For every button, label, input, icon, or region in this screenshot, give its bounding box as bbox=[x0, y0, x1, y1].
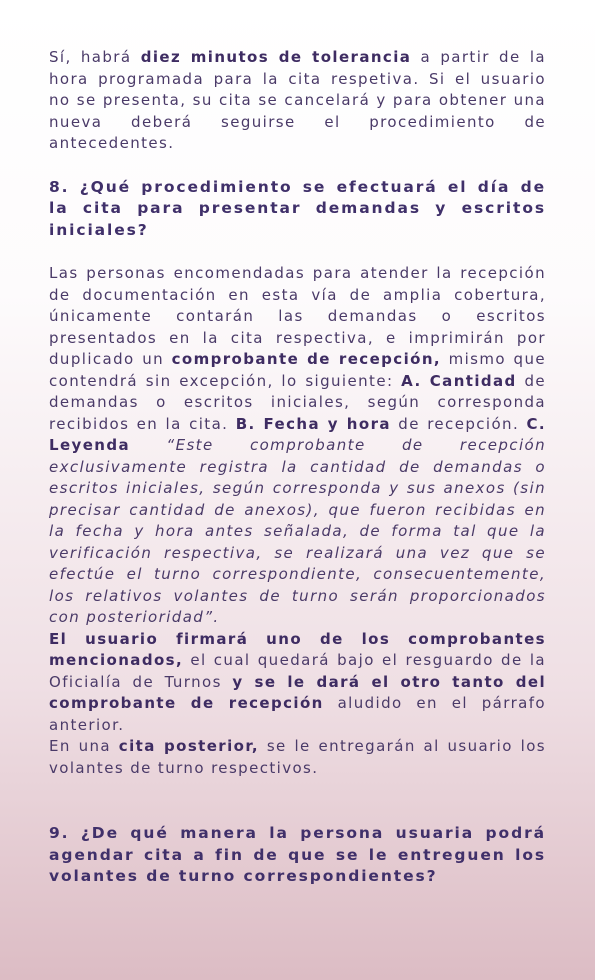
bold-run: cita posterior, bbox=[118, 737, 260, 755]
paragraph-reception-procedure bbox=[49, 263, 546, 629]
text-run: de recepción. bbox=[390, 414, 527, 433]
text-run: de demandas o escritos iniciales, según corresponda recibidos en la cita. bbox=[49, 371, 546, 433]
text-run: aludido en el párrafo anterior. bbox=[49, 694, 546, 734]
question-9-heading: 9. ¿De qué manera la persona usuaria podrá agendar cita a fin de que se le entreguen los volantes de turno correspondientes? bbox=[49, 824, 546, 885]
text-run: En una bbox=[49, 737, 119, 755]
text-run: Las personas encomendadas para atender la recepción de documentación en esta vía de amplia cobertura, únicamente contarán las demandas o escritos presentados en la cita respectiva, e imprimirán por duplicado un bbox=[49, 264, 546, 368]
bold-run: diez minutos de tolerancia bbox=[140, 48, 412, 66]
text-run: mismo que contendrá sin excepción, lo siguiente: bbox=[49, 350, 546, 390]
question-8-heading: 8. ¿Qué procedimiento se efectuará el día de la cita para presentar demandas y escritos iniciales? bbox=[49, 177, 546, 239]
bold-run: B. Fecha y hora bbox=[235, 414, 391, 433]
paragraph-later-appointment bbox=[49, 736, 546, 779]
bold-run: A. Cantidad bbox=[401, 371, 517, 390]
bold-run: y se le dará el otro tanto del comprobante de recepción bbox=[49, 672, 546, 712]
text-run: a partir de la hora programada para la cita respetiva. Si el usuario no se presenta, su cita se cancelará y para obtener una nueva deberá seguirse el procedimiento de antecedentes. bbox=[49, 48, 546, 152]
bold-run: C. Leyenda bbox=[49, 414, 547, 454]
text-run: se le entregarán al usuario los volantes de turno respectivos. bbox=[49, 737, 546, 777]
bold-run: comprobante de recepción, bbox=[171, 350, 441, 368]
bold-run: El usuario firmará uno de los comprobantes mencionados, bbox=[49, 629, 546, 669]
text-run: el cual quedará bajo el resguardo de la Oficialía de Turnos bbox=[49, 651, 546, 691]
paragraph-user-signature bbox=[49, 629, 546, 737]
text-run: Sí, habrá bbox=[49, 48, 141, 66]
paragraph-tolerance bbox=[49, 47, 546, 155]
italic-legend-run: “Este comprobante de recepción exclusivamente registra la cantidad de demandas o escritos iniciales, según corresponda y sus anexos (sin precisar cantidad de anexos), que fueron recibidas en la fecha y hora antes señalada, de forma tal que la verificación respectiva, se realizará una vez que se efectúe el turno correspondiente, consecuentemente, los relativos volantes de turno serán proporcionados con posterioridad”. bbox=[49, 436, 546, 626]
